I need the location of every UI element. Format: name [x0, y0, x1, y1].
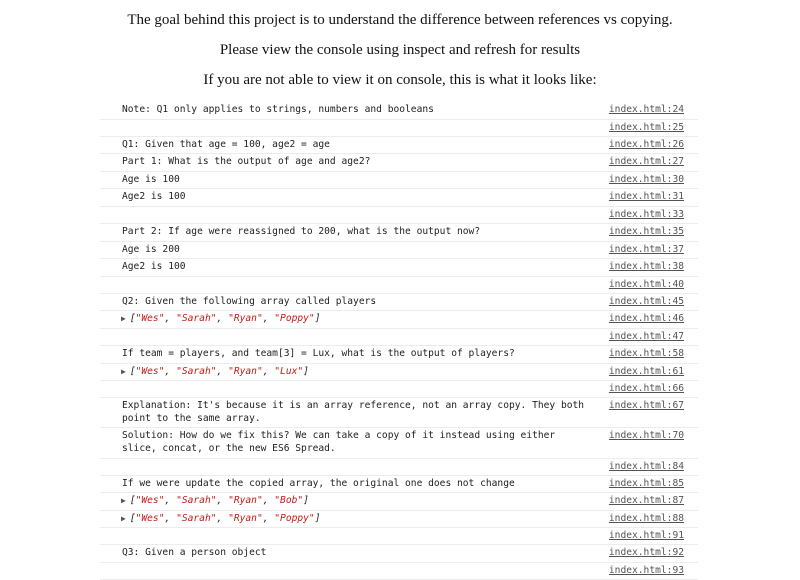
- source-link[interactable]: index.html:87: [608, 495, 684, 507]
- console-row: [100, 459, 698, 476]
- console-row: [100, 189, 698, 207]
- console-row: [100, 294, 698, 312]
- console-row: [100, 381, 698, 398]
- source-link[interactable]: index.html:92: [608, 547, 684, 559]
- console-row: [100, 207, 698, 224]
- console-message: Part 2: If age were reassigned to 200, what is the output now?: [122, 225, 481, 237]
- console-row: [100, 511, 698, 529]
- source-link[interactable]: index.html:93: [608, 564, 684, 576]
- array-item: "Poppy": [274, 313, 315, 325]
- intro-line-goal: The goal behind this project is to understand the difference between references vs copying.: [127, 12, 673, 28]
- source-link[interactable]: index.html:88: [608, 512, 684, 524]
- source-link[interactable]: index.html:46: [608, 313, 684, 325]
- array-item: "Ryan": [228, 313, 263, 325]
- console-row: [100, 528, 698, 545]
- console-log: [100, 102, 698, 580]
- console-message: If we were update the copied array, the original one does not change: [122, 477, 515, 489]
- array-item: "Ryan": [228, 495, 263, 507]
- console-message: Age is 200: [122, 243, 180, 255]
- console-message: Age2 is 100: [122, 191, 186, 203]
- console-row: [100, 224, 698, 242]
- intro-line-instructions: Please view the console using inspect and refresh for results: [219, 42, 581, 58]
- source-link[interactable]: index.html:38: [608, 261, 684, 273]
- console-row: [100, 172, 698, 190]
- console-array[interactable]: ▶ ["Wes", "Sarah", "Ryan", "Poppy"]: [121, 512, 321, 524]
- console-message: Solution: How do we fix this? We can take a copy of it instead using either slice, concat, or the new ES6 Spread.: [122, 430, 561, 454]
- console-row: [100, 545, 698, 563]
- array-item: "Wes": [135, 365, 165, 377]
- source-link[interactable]: index.html:61: [608, 365, 684, 377]
- source-link[interactable]: index.html:91: [608, 530, 684, 542]
- source-link[interactable]: index.html:85: [608, 477, 684, 489]
- source-link[interactable]: index.html:37: [608, 243, 684, 255]
- console-row: [100, 259, 698, 277]
- array-item: "Sarah": [176, 512, 217, 524]
- array-item: "Sarah": [176, 495, 217, 507]
- intro-line-preview: If you are not able to view it on console, this is what it looks like:: [203, 72, 597, 88]
- source-link[interactable]: index.html:35: [608, 225, 684, 237]
- source-link[interactable]: index.html:45: [608, 295, 684, 307]
- array-item: "Wes": [135, 495, 165, 507]
- array-item: "Poppy": [274, 512, 315, 524]
- array-item: "Sarah": [176, 365, 217, 377]
- console-message: Part 1: What is the output of age and age2?: [122, 156, 371, 168]
- source-link[interactable]: index.html:40: [608, 278, 684, 290]
- source-link[interactable]: index.html:24: [608, 104, 684, 115]
- source-link[interactable]: index.html:84: [608, 460, 684, 472]
- expand-triangle-icon[interactable]: ▶: [121, 366, 126, 376]
- array-item: "Wes": [135, 313, 165, 325]
- console-message: Age is 100: [122, 173, 180, 185]
- console-row: [100, 428, 698, 458]
- array-item: "Lux": [274, 365, 304, 377]
- console-row: [100, 120, 698, 137]
- expand-triangle-icon[interactable]: ▶: [121, 496, 126, 506]
- source-link[interactable]: index.html:27: [608, 156, 684, 168]
- console-row: [100, 493, 698, 511]
- source-link[interactable]: index.html:66: [608, 383, 684, 395]
- console-row: [100, 364, 698, 382]
- console-message: Explanation: It's because it is an array reference, not an array copy. They both point to the same array.: [122, 400, 590, 424]
- console-message: Q2: Given the following array called players: [122, 295, 377, 307]
- console-row: [100, 476, 698, 494]
- console-row: [100, 242, 698, 260]
- source-link[interactable]: index.html:33: [608, 208, 684, 220]
- console-message: If team = players, and team[3] = Lux, what is the output of players?: [122, 347, 515, 359]
- console-row: [100, 277, 698, 294]
- console-row: [100, 563, 698, 580]
- console-row: [100, 398, 698, 428]
- console-row: [100, 102, 698, 120]
- console-message: Q1: Given that age = 100, age2 = age: [122, 138, 330, 150]
- array-item: "Wes": [135, 512, 165, 524]
- console-message: Age2 is 100: [122, 261, 186, 273]
- console-message: Q3: Given a person object: [122, 547, 267, 559]
- source-link[interactable]: index.html:58: [608, 347, 684, 359]
- source-link[interactable]: index.html:31: [608, 191, 684, 203]
- source-link[interactable]: index.html:70: [608, 430, 684, 442]
- source-link[interactable]: index.html:47: [608, 330, 684, 342]
- source-link[interactable]: index.html:25: [608, 121, 684, 133]
- array-item: "Ryan": [228, 365, 263, 377]
- console-row: [100, 311, 698, 329]
- source-link[interactable]: index.html:30: [608, 173, 684, 185]
- console-row: [100, 154, 698, 172]
- source-link[interactable]: index.html:67: [608, 400, 684, 412]
- intro-section: [0, 0, 800, 89]
- console-array[interactable]: ▶ ["Wes", "Sarah", "Ryan", "Poppy"]: [121, 313, 321, 325]
- console-array[interactable]: ▶ ["Wes", "Sarah", "Ryan", "Lux"]: [121, 365, 309, 377]
- source-link[interactable]: index.html:26: [608, 138, 684, 150]
- console-row: [100, 346, 698, 364]
- array-item: "Bob": [274, 495, 304, 507]
- array-item: "Ryan": [228, 512, 263, 524]
- array-item: "Sarah": [176, 313, 217, 325]
- console-array[interactable]: ▶ ["Wes", "Sarah", "Ryan", "Bob"]: [121, 495, 309, 507]
- console-row: [100, 329, 698, 346]
- console-row: [100, 137, 698, 155]
- expand-triangle-icon[interactable]: ▶: [121, 513, 126, 523]
- expand-triangle-icon[interactable]: ▶: [121, 314, 126, 324]
- console-message: Note: Q1 only applies to strings, numbers and booleans: [122, 104, 434, 115]
